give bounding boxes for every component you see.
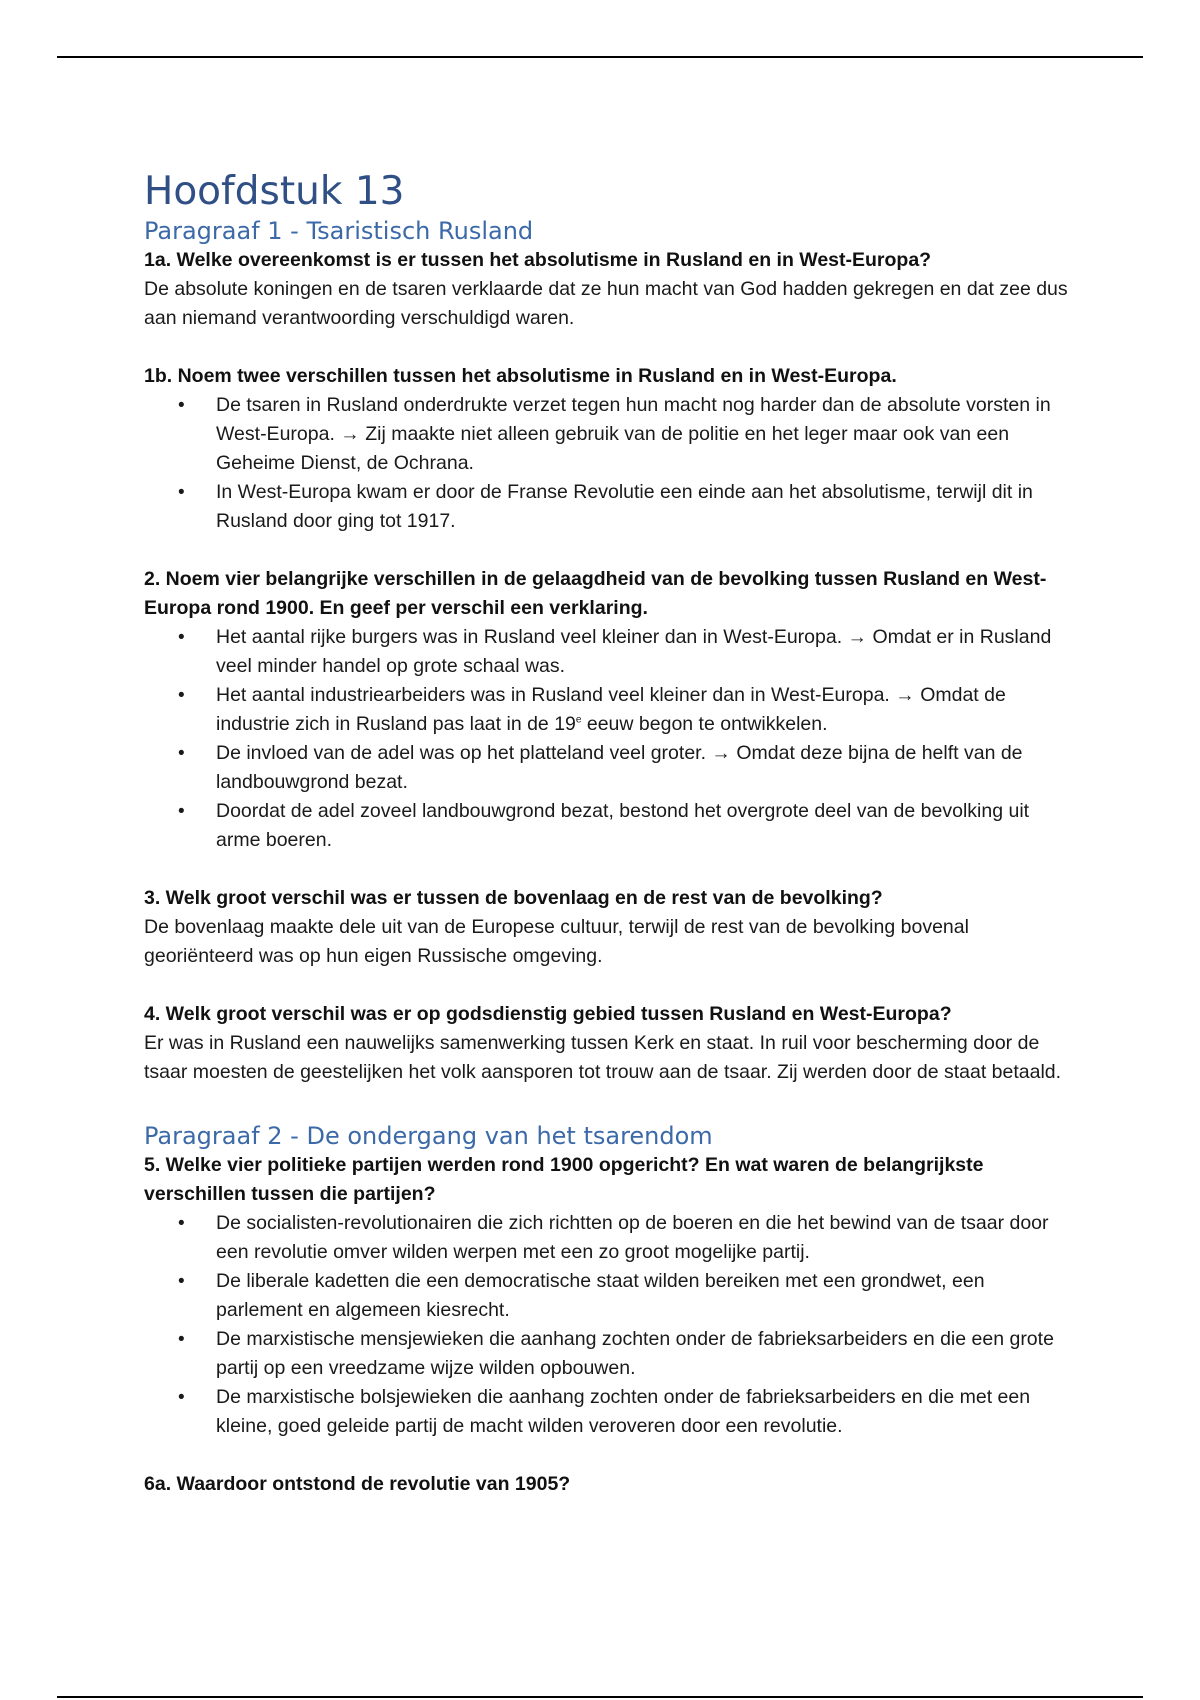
bullet-icon: • <box>178 482 185 503</box>
list-item <box>144 391 1069 478</box>
section-heading-1: Paragraaf 1 - Tsaristisch Rusland <box>144 217 534 245</box>
question-1a: 1a. Welke overeenkomst is er tussen het absolutisme in Rusland en in West-Europa? <box>144 249 932 271</box>
list-item-text: De invloed van de adel was op het platteland veel groter. <box>216 742 706 764</box>
bullet-icon: • <box>178 627 185 648</box>
list-item-text: Omdat er in Rusland veel minder handel op grote schaal was. <box>216 626 1052 677</box>
question-3: 3. Welk groot verschil was er tussen de bovenlaag en de rest van de bevolking? <box>144 887 883 909</box>
question-6a: 6a. Waardoor ontstond de revolutie van 1905? <box>144 1473 571 1495</box>
answer-1a: De absolute koningen en de tsaren verklaarde dat ze hun macht van God hadden gekregen en dat zee dus aan niemand verantwoording verschuldigd waren. <box>144 278 1068 329</box>
question-2: 2. Noem vier belangrijke verschillen in de gelaagdheid van de bevolking tussen Rusland en West-Europa rond 1900. En geef per verschil een verklaring. <box>144 568 1047 619</box>
bullet-icon: • <box>178 685 185 706</box>
list-item <box>144 1383 1069 1441</box>
arrow-icon: → <box>711 742 731 764</box>
answer-2-list <box>144 623 1069 855</box>
list-item-text: Het aantal industriearbeiders was in Rusland veel kleiner dan in West-Europa. <box>216 684 890 706</box>
list-item <box>144 1325 1069 1383</box>
list-item <box>144 1209 1069 1267</box>
bullet-icon: • <box>178 1387 185 1408</box>
list-item-text: De marxistische mensjewieken die aanhang zochten onder de fabrieksarbeiders en die een grote partij op een vreedzame wijze wilden opbouwen. <box>216 1328 1054 1379</box>
arrow-icon: → <box>847 626 868 648</box>
question-5: 5. Welke vier politieke partijen werden rond 1900 opgericht? En wat waren de belangrijkste verschillen tussen die partijen? <box>144 1154 984 1205</box>
list-item <box>144 681 1069 739</box>
answer-3: De bovenlaag maakte dele uit van de Europese cultuur, terwijl de rest van de bevolking bovenal georiënteerd was op hun eigen Russische omgeving. <box>144 916 969 967</box>
footer-rule <box>57 1696 1143 1698</box>
list-item <box>144 797 1069 855</box>
list-item-text: Doordat de adel zoveel landbouwgrond bezat, bestond het overgrote deel van de bevolking uit arme boeren. <box>216 800 1030 851</box>
answer-5-list <box>144 1209 1069 1441</box>
list-item <box>144 739 1069 797</box>
list-item-text: De marxistische bolsjewieken die aanhang zochten onder de fabrieksarbeiders en die met een kleine, goed geleide partij de macht wilden veroveren door een revolutie. <box>216 1386 1031 1437</box>
answer-4: Er was in Rusland een nauwelijks samenwerking tussen Kerk en staat. In ruil voor bescherming door de tsaar moesten de geestelijken het volk aansporen tot trouw aan de tsaar. Zij werden door de staat betaald. <box>144 1032 1062 1083</box>
list-item <box>144 623 1069 681</box>
list-item-text: eeuw begon te ontwikkelen. <box>581 713 828 735</box>
list-item-text: Omdat de industrie zich in Rusland pas laat in de 19 <box>216 684 1006 735</box>
question-1b: 1b. Noem twee verschillen tussen het absolutisme in Rusland en in West-Europa. <box>144 365 897 387</box>
list-item <box>144 1267 1069 1325</box>
arrow-icon: → <box>340 423 360 445</box>
bullet-icon: • <box>178 801 185 822</box>
bullet-icon: • <box>178 395 185 416</box>
list-item-text: De tsaren in Rusland onderdrukte verzet tegen hun macht nog harder dan de absolute vorsten in West-Europa. <box>216 394 1051 445</box>
document-body <box>144 168 1069 1499</box>
list-item-text: Het aantal rijke burgers was in Rusland veel kleiner dan in West-Europa. <box>216 626 843 648</box>
list-item-text: De socialisten-revolutionairen die zich richtten op de boeren en die het bewind van de tsaar door een revolutie omver wilden werpen met een zo groot mogelijke partij. <box>216 1212 1049 1263</box>
list-item-text: In West-Europa kwam er door de Franse Revolutie een einde aan het absolutisme, terwijl dit in Rusland door ging tot 1917. <box>216 481 1033 532</box>
section-heading-2: Paragraaf 2 - De ondergang van het tsarendom <box>144 1122 713 1150</box>
list-item-text: De liberale kadetten die een democratische staat wilden bereiken met een grondwet, een parlement en algemeen kiesrecht. <box>216 1270 985 1321</box>
chapter-title: Hoofdstuk 13 <box>144 169 405 214</box>
list-item-text: Omdat deze bijna de helft van de landbouwgrond bezat. <box>216 742 1023 793</box>
question-4: 4. Welk groot verschil was er op godsdienstig gebied tussen Rusland en West-Europa? <box>144 1003 952 1025</box>
bullet-icon: • <box>178 743 185 764</box>
bullet-icon: • <box>178 1271 185 1292</box>
arrow-icon: → <box>895 684 915 706</box>
list-item <box>144 478 1069 536</box>
answer-1b-list <box>144 391 1069 536</box>
header-rule <box>57 56 1143 58</box>
bullet-icon: • <box>178 1213 185 1234</box>
list-item-text: Zij maakte niet alleen gebruik van de politie en het leger maar ook van een Geheime Dienst, de Ochrana. <box>216 423 1010 474</box>
bullet-icon: • <box>178 1329 185 1350</box>
superscript: e <box>575 714 582 726</box>
